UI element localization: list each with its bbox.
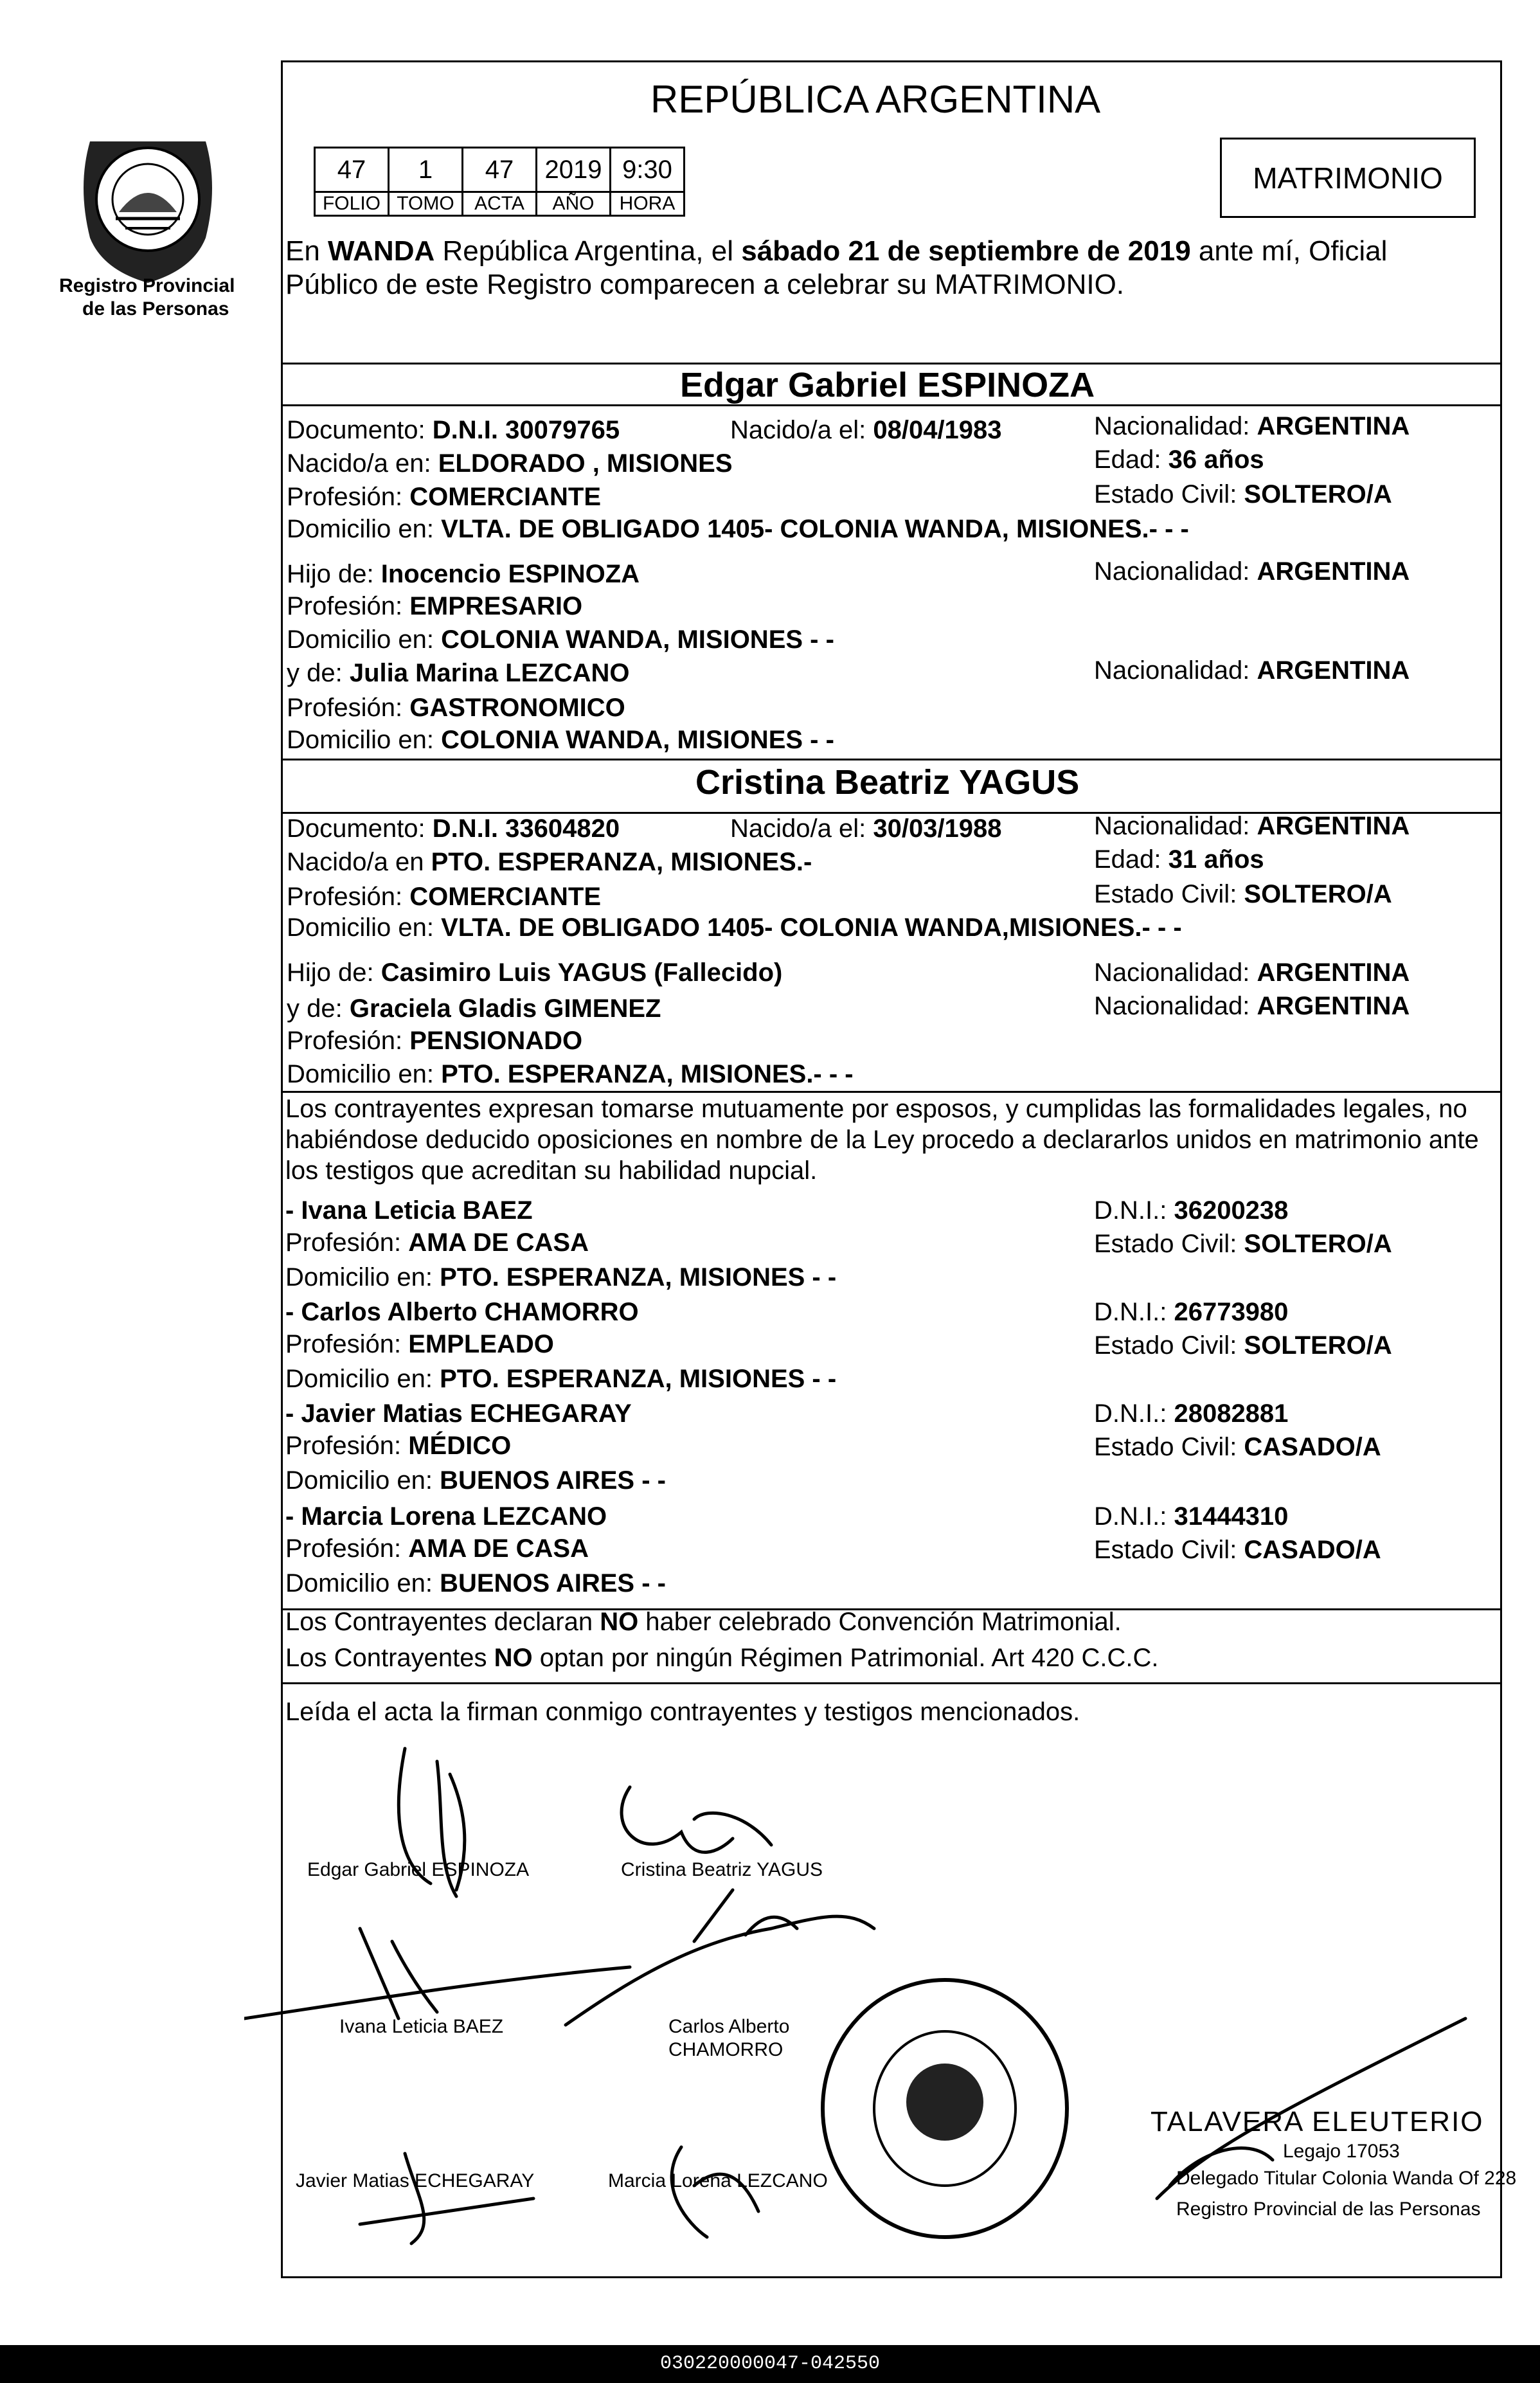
groom-father: Hijo de: Inocencio ESPINOZA xyxy=(287,560,640,588)
groom-birthdate: Nacido/a el: 08/04/1983 xyxy=(730,416,1002,444)
witness-civil-status: Estado Civil: CASADO/A xyxy=(1094,1433,1381,1461)
groom-mother-nationality: Nacionalidad: ARGENTINA xyxy=(1094,656,1410,685)
witness-name: - Javier Matias ECHEGARAY xyxy=(285,1399,632,1428)
witness-profession: Profesión: AMA DE CASA xyxy=(285,1534,589,1563)
witness-civil-status: Estado Civil: SOLTERO/A xyxy=(1094,1230,1392,1258)
bride-nationality: Nacionalidad: ARGENTINA xyxy=(1094,812,1410,840)
bride-profession: Profesión: COMERCIANTE xyxy=(287,883,601,911)
bride-document: Documento: D.N.I. 33604820 xyxy=(287,814,620,843)
witness-profession: Profesión: MÉDICO xyxy=(285,1432,512,1460)
logo-caption-line2: de las Personas xyxy=(82,298,229,319)
convention-line1: Los Contrayentes declaran NO haber celebrado Convención Matrimonial. xyxy=(285,1608,1122,1636)
witness-profession: Profesión: AMA DE CASA xyxy=(285,1228,589,1257)
bride-name: Cristina Beatriz YAGUS xyxy=(695,763,1080,802)
bride-parents-address: Domicilio en: PTO. ESPERANZA, MISIONES.- - - xyxy=(287,1060,854,1088)
groom-document: Documento: D.N.I. 30079765 xyxy=(287,416,620,444)
witness-address: Domicilio en: BUENOS AIRES - - xyxy=(285,1569,666,1597)
groom-mother-address: Domicilio en: COLONIA WANDA, MISIONES - - xyxy=(287,726,834,754)
divider-declaration xyxy=(281,1091,1502,1093)
document-code: 030220000047-042550 xyxy=(0,2345,1540,2383)
hour-value: 9:30 xyxy=(611,148,685,192)
declaration-line3: los testigos que acreditan su habilidad nupcial. xyxy=(285,1156,818,1185)
registry-table xyxy=(314,147,685,217)
groom-nationality: Nacionalidad: ARGENTINA xyxy=(1094,412,1410,440)
divider-header xyxy=(281,363,1502,364)
registry-logo xyxy=(64,103,231,296)
country-title: REPÚBLICA ARGENTINA xyxy=(650,78,1101,121)
acta-value: 47 xyxy=(463,148,537,192)
witness1-signature xyxy=(244,1929,630,2019)
official-name: TALAVERA ELEUTERIO xyxy=(1151,2106,1484,2137)
sig-witness4-name: Marcia Lorena LEZCANO xyxy=(608,2170,828,2191)
witness4-signature xyxy=(672,2147,758,2237)
official-organization: Registro Provincial de las Personas xyxy=(1176,2199,1481,2220)
bride-mother-nationality: Nacionalidad: ARGENTINA xyxy=(1094,992,1410,1020)
groom-age: Edad: 36 años xyxy=(1094,445,1264,474)
witness-civil-status: Estado Civil: SOLTERO/A xyxy=(1094,1331,1392,1360)
witness-dni: D.N.I.: 31444310 xyxy=(1094,1502,1289,1531)
witness-civil-status: Estado Civil: CASADO/A xyxy=(1094,1536,1381,1564)
declaration-line1: Los contrayentes expresan tomarse mutuamente por esposos, y cumplidas las formalidades legales, no xyxy=(285,1095,1467,1123)
witness3-signature xyxy=(360,2154,533,2244)
groom-father-profession: Profesión: EMPRESARIO xyxy=(287,592,583,620)
witness-dni: D.N.I.: 26773980 xyxy=(1094,1298,1289,1326)
groom-father-address: Domicilio en: COLONIA WANDA, MISIONES - - xyxy=(287,625,834,654)
bride-mother: y de: Graciela Gladis GIMENEZ xyxy=(287,994,661,1023)
groom-profession: Profesión: COMERCIANTE xyxy=(287,483,601,511)
folio-value: 47 xyxy=(315,148,389,192)
hour-label: HORA xyxy=(611,192,685,216)
bride-birthdate: Nacido/a el: 30/03/1988 xyxy=(730,814,1002,843)
sig-witness2-name-line2: CHAMORRO xyxy=(668,2039,783,2060)
seal-emblem-icon xyxy=(906,2064,983,2141)
acta-label: ACTA xyxy=(463,192,537,216)
year-label: AÑO xyxy=(537,192,611,216)
groom-name: Edgar Gabriel ESPINOZA xyxy=(680,366,1095,404)
declaration-line2: habiéndose deducido oposiciones en nombre de la Ley procedo a declararlos unidos en matrimonio ante xyxy=(285,1126,1479,1154)
coat-of-arms-icon xyxy=(64,103,231,296)
bride-parents-profession: Profesión: PENSIONADO xyxy=(287,1027,583,1055)
sig-witness2-name-line1: Carlos Alberto xyxy=(668,2016,790,2037)
witness-name: - Ivana Leticia BAEZ xyxy=(285,1196,533,1225)
witness-name: - Carlos Alberto CHAMORRO xyxy=(285,1298,639,1326)
bride-birthplace: Nacido/a en PTO. ESPERANZA, MISIONES.- xyxy=(287,848,812,876)
act-type-box: MATRIMONIO xyxy=(1220,138,1476,218)
witness-dni: D.N.I.: 36200238 xyxy=(1094,1196,1289,1225)
groom-birthplace: Nacido/a en: ELDORADO , MISIONES xyxy=(287,449,733,478)
tomo-label: TOMO xyxy=(389,192,463,216)
bride-address: Domicilio en: VLTA. DE OBLIGADO 1405- COLONIA WANDA,MISIONES.- - - xyxy=(287,913,1182,942)
witness-dni: D.N.I.: 28082881 xyxy=(1094,1399,1289,1428)
witness-address: Domicilio en: PTO. ESPERANZA, MISIONES - - xyxy=(285,1365,837,1393)
folio-label: FOLIO xyxy=(315,192,389,216)
groom-address: Domicilio en: VLTA. DE OBLIGADO 1405- COLONIA WANDA, MISIONES.- - - xyxy=(287,515,1189,543)
convention-line2: Los Contrayentes NO optan por ningún Régimen Patrimonial. Art 420 C.C.C. xyxy=(285,1644,1159,1672)
groom-civil-status: Estado Civil: SOLTERO/A xyxy=(1094,480,1392,508)
witness-name: - Marcia Lorena LEZCANO xyxy=(285,1502,607,1531)
year-value: 2019 xyxy=(537,148,611,192)
registry-seal xyxy=(816,1974,1073,2244)
divider-signatures xyxy=(281,1682,1502,1684)
bride-civil-status: Estado Civil: SOLTERO/A xyxy=(1094,880,1392,908)
official-title: Delegado Titular Colonia Wanda Of 228 xyxy=(1176,2168,1517,2189)
groom-father-nationality: Nacionalidad: ARGENTINA xyxy=(1094,557,1410,586)
official-legajo: Legajo 17053 xyxy=(1283,2141,1400,2162)
witness-address: Domicilio en: BUENOS AIRES - - xyxy=(285,1466,666,1495)
witness-address: Domicilio en: PTO. ESPERANZA, MISIONES - - xyxy=(285,1263,837,1291)
groom-mother: y de: Julia Marina LEZCANO xyxy=(287,659,630,687)
bride-age: Edad: 31 años xyxy=(1094,845,1264,874)
intro-line2: Público de este Registro comparecen a celebrar su MATRIMONIO. xyxy=(285,269,1125,300)
bride-father: Hijo de: Casimiro Luis YAGUS (Fallecido) xyxy=(287,958,783,987)
bride-father-nationality: Nacionalidad: ARGENTINA xyxy=(1094,958,1410,987)
sig-groom-name: Edgar Gabriel ESPINOZA xyxy=(307,1859,530,1880)
witness-profession: Profesión: EMPLEADO xyxy=(285,1330,554,1358)
signatures-intro: Leída el acta la firman conmigo contrayentes y testigos mencionados. xyxy=(285,1698,1080,1726)
sig-witness3-name: Javier Matias ECHEGARAY xyxy=(296,2170,535,2191)
sig-bride-name: Cristina Beatriz YAGUS xyxy=(621,1859,823,1880)
intro-line1: En WANDA República Argentina, el sábado 21 de septiembre de 2019 ante mí, Oficial xyxy=(285,235,1388,267)
sig-witness1-name: Ivana Leticia BAEZ xyxy=(339,2016,504,2037)
bride-signature xyxy=(622,1787,771,1852)
logo-caption-line1: Registro Provincial xyxy=(59,275,235,296)
tomo-value: 1 xyxy=(389,148,463,192)
groom-mother-profession: Profesión: GASTRONOMICO xyxy=(287,694,625,722)
divider-bride xyxy=(281,759,1502,760)
